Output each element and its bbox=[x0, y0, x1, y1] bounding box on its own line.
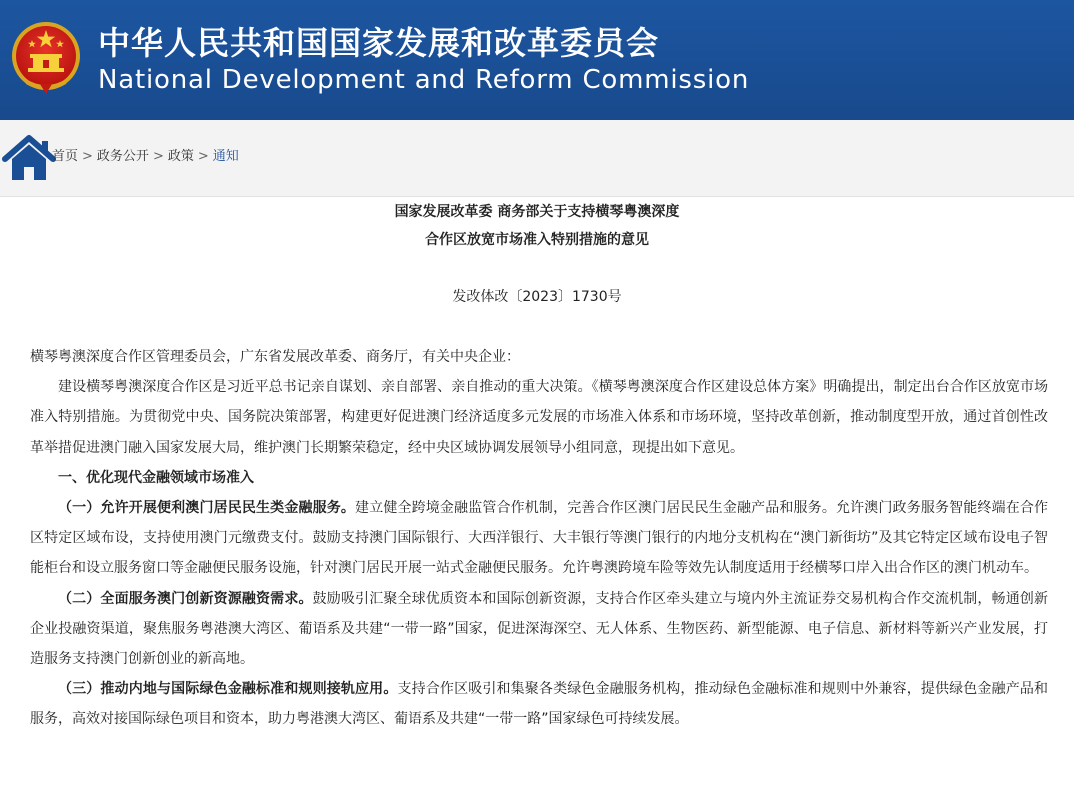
breadcrumb-separator: > bbox=[152, 149, 164, 164]
breadcrumb-notice-link[interactable]: 通知 bbox=[212, 149, 239, 164]
home-icon[interactable] bbox=[2, 134, 56, 182]
breadcrumb-separator: > bbox=[197, 149, 209, 164]
document-body bbox=[30, 342, 1048, 735]
intro-paragraph: 建设横琴粤澳深度合作区是习近平总书记亲自谋划、亲自部署、亲自推动的重大决策。《横琴粤澳深度合作区建设总体方案》明确提出，制定出台合作区放宽市场准入特别措施。为贯彻党中央、国务院决策部署，构建更好促进澳门经济适度多元发展的市场准入体系和市场环境，坚持改革创新，推动制度型开放，通过首创性改革举措促进澳门融入国家发展大局，维护澳门长期繁荣稳定，经中央区域协调发展领导小组同意，现提出如下意见。 bbox=[30, 379, 1048, 456]
national-emblem-icon[interactable] bbox=[10, 20, 82, 96]
salutation: 横琴粤澳深度合作区管理委员会，广东省发展改革委、商务厅，有关中央企业： bbox=[30, 349, 520, 365]
breadcrumb bbox=[52, 148, 239, 166]
section-heading-text: 一、优化现代金融领域市场准入 bbox=[58, 469, 254, 486]
document-title-line-1: 国家发展改革委 商务部关于支持横琴粤澳深度 bbox=[394, 204, 680, 220]
site-header bbox=[0, 0, 1074, 120]
breadcrumb-home-link[interactable]: 首页 bbox=[52, 149, 79, 164]
item-text: 建立健全跨境金融监管合作机制，完善合作区澳门居民民生金融产品和服务。允许澳门政务服务智能终端在合作区特定区域布设，支持使用澳门元缴费支付。鼓励支持澳门国际银行、大西洋银行、大丰银行等澳门银行的内地分支机构在“澳门新街坊”及其它特定区域布设电子智能柜台和设立服务窗口等金融便民服务设施，针对澳门居民开展一站式金融便民服务。允许粤澳跨境车险等效先认制度适用于经横琴口岸入出合作区的澳门机动车。 bbox=[30, 500, 1049, 577]
item-paragraph bbox=[30, 493, 1048, 584]
breadcrumb-separator: > bbox=[82, 149, 93, 164]
document-title bbox=[0, 198, 1074, 254]
item-text: 鼓励吸引汇聚全球优质资本和国际创新资源，支持合作区牵头建立与境内外主流证券交易机构合作交流机制，畅通创新企业投融资渠道，聚焦服务粤港澳大湾区、葡语系及共建“一带一路”国家，促进深海深空、无人体系、生物医药、新型能源、电子信息、新材料等新兴产业发展，打造服务支持澳门创新创业的新高地。 bbox=[30, 590, 1048, 668]
section-heading bbox=[30, 463, 1048, 493]
breadcrumb-bar bbox=[0, 120, 1074, 197]
site-title-english: National Development and Reform Commission bbox=[98, 65, 750, 95]
site-title-chinese: 中华人民共和国国家发展和改革委员会 bbox=[98, 24, 660, 62]
document-number: 发改体改〔2023〕1730号 bbox=[452, 289, 622, 305]
document-title-line-2: 合作区放宽市场准入特别措施的意见 bbox=[425, 232, 649, 248]
item-lead: （一）允许开展便利澳门居民民生类金融服务。 bbox=[58, 500, 356, 517]
item-paragraph bbox=[30, 674, 1048, 734]
breadcrumb-policy-link[interactable]: 政策 bbox=[167, 149, 194, 164]
item-lead: （三）推动内地与国际绿色金融标准和规则接轨应用。 bbox=[58, 681, 398, 698]
item-text: 支持合作区吸引和集聚各类绿色金融服务机构，推动绿色金融标准和规则中外兼容，提供绿色金融产品和服务，高效对接国际绿色项目和资本，助力粤港澳大湾区、葡语系及共建“一带一路”国家绿色可持续发展。 bbox=[30, 681, 1049, 728]
breadcrumb-government-affairs-link[interactable]: 政务公开 bbox=[96, 149, 149, 164]
item-lead: （二）全面服务澳门创新资源融资需求。 bbox=[58, 590, 313, 607]
item-paragraph bbox=[30, 584, 1048, 675]
